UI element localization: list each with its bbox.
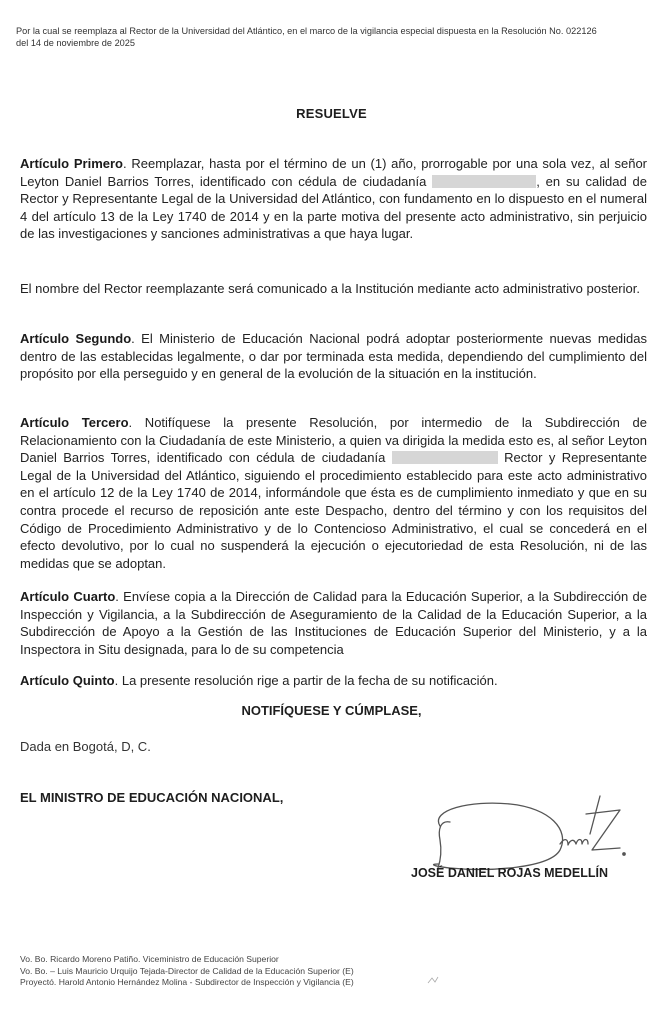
resuelve-title: RESUELVE <box>296 106 367 121</box>
article-segundo-text: . El Ministerio de Educación Nacional podrá adoptar posteriormente nuevas medidas dentro de las establecidas legalmente, o dar por terminada esta medida, dependiendo del cumplimiento del propósito por ella perseguido y en general de la evolución de la situación en la institución. <box>20 331 647 382</box>
article-tercero-text-a: . Notifíquese la presente Resolución, por intermedio de la Subdirección de Relacionamiento con la Ciudadanía de este Ministerio, a quien va dirigida la medida esto es, al señor Leyton Daniel Barrios Torres, identificado con cédula de ciudadanía <box>20 415 647 466</box>
redacted-id-number <box>432 175 536 188</box>
signatory-name: JOSÉ DANIEL ROJAS MEDELLÍN <box>411 866 609 880</box>
signature-dot <box>623 853 625 855</box>
closing-formula: NOTIFÍQUESE Y CÚMPLASE, <box>241 703 422 718</box>
article-tercero-text-b: Rector y Representante Legal de la Universidad del Atlántico, siguiendo el procedimiento establecido para este acto administrativo en el artículo 12 de la Ley 1740 de 2014, informándole que ésta es de cumplimiento inmediato y que en su contra procede el recurso de reposición ante este Despacho, dentro del término y con los requisitos del Código de Procedimiento Administrativo y de lo Contencioso Administrativo, el cual se concederá en el efecto devolutivo, por lo cual no suspenderá la ejecución o ejecutoriedad de esta Resolución, ni de las medidas que se adoptan. <box>20 450 647 571</box>
article-cuarto-text: . Envíese copia a la Dirección de Calidad para la Educación Superior, a la Subdirección de Inspección y Vigilancia, a la Subdirección de Aseguramiento de la Calidad de la Educación Superior, a la Subdirección de Apoyo a la Gestión de las Instituciones de Educación Superior del Ministerio, y a la Inspectora in Situ designada, para lo de su competencia <box>20 589 647 657</box>
article-cuarto <box>20 588 647 658</box>
place-of-issue: Dada en Bogotá, D, C. <box>20 739 151 754</box>
article-quinto-text: . La presente resolución rige a partir de la fecha de su notificación. <box>114 673 498 688</box>
article-quinto <box>20 672 647 690</box>
article-primero-note: El nombre del Rector reemplazante será comunicado a la Institución mediante acto administrativo posterior. <box>20 281 640 296</box>
signature-loop-stroke <box>434 803 563 869</box>
signatory-title: EL MINISTRO DE EDUCACIÓN NACIONAL, <box>20 790 284 805</box>
footer-line-2: Vo. Bo. – Luis Mauricio Urquijo Tejada-Director de Calidad de la Educación Superior (E) <box>20 965 354 976</box>
article-segundo-label: Artículo Segundo <box>20 331 132 346</box>
signature-flourish-stroke <box>586 796 620 850</box>
article-segundo <box>20 330 647 383</box>
header-line-2: del 14 de noviembre de 2025 <box>16 37 136 48</box>
header-line-1: Por la cual se reemplaza al Rector de la Universidad del Atlántico, en el marco de la vigilancia especial dispuesta en la Resolución No. 022126 <box>16 26 597 36</box>
redacted-id-number <box>392 451 498 464</box>
article-primero-text-a: . Reemplazar, hasta por el término de un (1) año, prorrogable por una sola vez, al señor Leyton Daniel Barrios Torres, identificado con cédula de ciudadanía <box>20 156 648 189</box>
article-cuarto-label: Artículo Cuarto <box>20 589 116 604</box>
article-quinto-label: Artículo Quinto <box>20 673 115 688</box>
signature-letters-stroke <box>560 840 588 846</box>
document-header <box>16 26 656 49</box>
article-tercero-label: Artículo Tercero <box>20 415 129 430</box>
initials-mark-icon <box>426 974 440 986</box>
signature-initial-stroke <box>438 822 450 868</box>
footer-line-3: Proyectó. Harold Antonio Hernández Molina - Subdirector de Inspección y Vigilancia (E) <box>20 977 354 988</box>
footer-line-1: Vo. Bo. Ricardo Moreno Patiño. Viceministro de Educación Superior <box>20 954 279 964</box>
article-primero-text-b: , en su calidad de Rector y Representante Legal de la Universidad del Atlántico, con fundamento en lo dispuesto en el numeral 4 del artículo 13 de la Ley 1740 de 2014 y en la parte motiva del presente acto administrativo, sin perjuicio de las investigaciones y sanciones administrativas a que haya lugar. <box>20 173 648 242</box>
article-primero <box>20 155 647 243</box>
article-tercero <box>20 414 647 572</box>
approval-footer <box>20 954 354 989</box>
article-primero-label: Artículo Primero <box>20 156 123 171</box>
